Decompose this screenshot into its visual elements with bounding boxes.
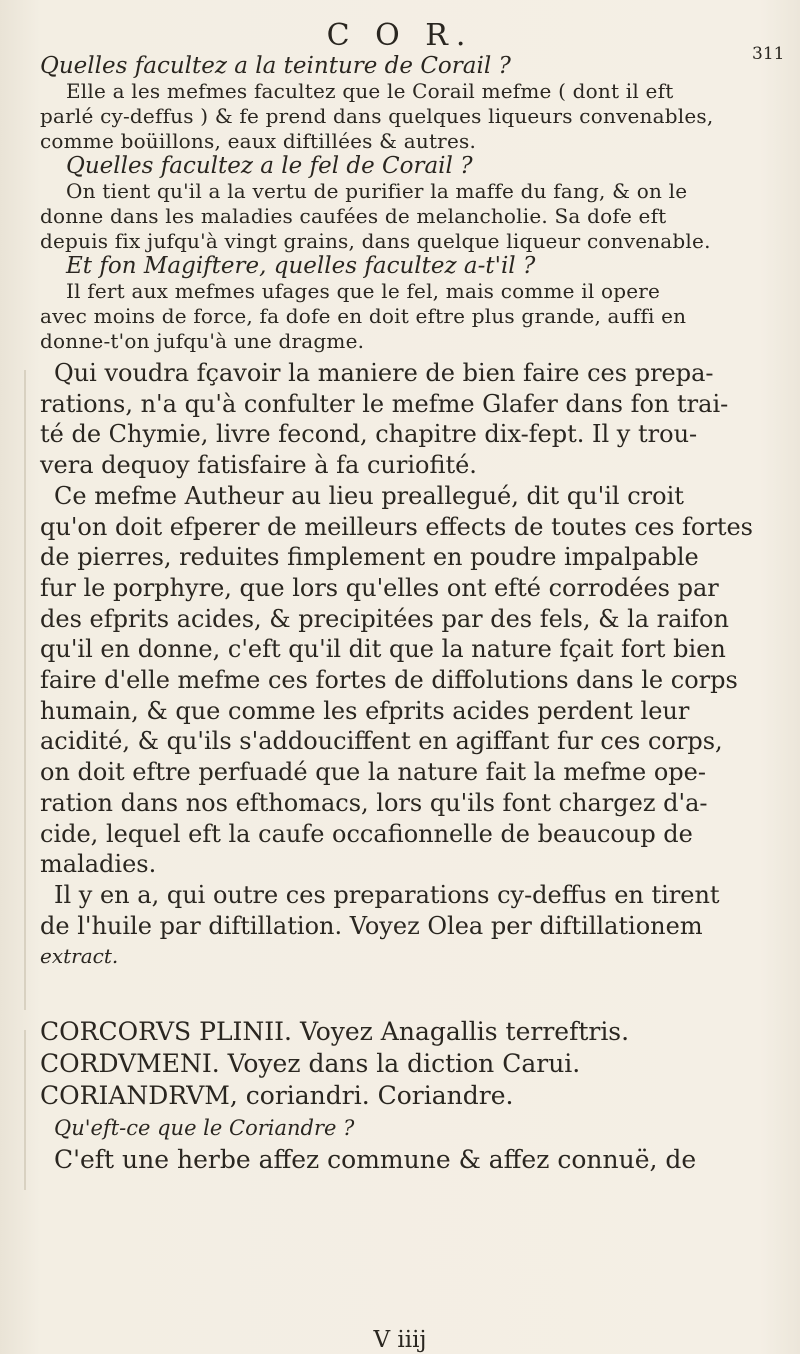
text-line: humain, & que comme les efprits acides perdent leur — [40, 696, 690, 725]
text-line: maladies. — [40, 850, 157, 879]
text-line: acidité, & qu'ils s'addouciffent en agiffant fur ces corps, — [40, 727, 723, 756]
running-head: C O R. — [326, 18, 474, 53]
text-line: Ce mefme Autheur au lieu preallegué, dit qu'il croit — [54, 481, 684, 510]
text-line: Qui voudra fçavoir la maniere de bien faire ces prepa- — [54, 359, 714, 387]
entry-corcorus: CORCORVS PLINII. Voyez Anagallis terreftris. — [40, 1017, 630, 1046]
question-heading: Quelles facultez a la teinture de Corail ? — [40, 53, 511, 79]
text-line: On tient qu'il a la vertu de purifier la maffe du fang, & on le — [66, 179, 688, 203]
text-line: extract. — [40, 944, 119, 969]
text-line: de l'huile par diftillation. Voyez Olea per diftillationem — [40, 911, 703, 940]
text-line: Il fert aux mefmes ufages que le fel, mais comme il opere — [66, 279, 661, 303]
text-line: donne-t'on jufqu'à une dragme. — [40, 329, 365, 353]
margin-shadow — [24, 1030, 26, 1190]
text-line: comme boüillons, eaux diftillées & autres. — [40, 129, 476, 153]
text-line: faire d'elle mefme ces fortes de diffolutions dans le corps — [40, 666, 738, 695]
section-dictionary-entries — [40, 1016, 768, 1176]
text-line: té de Chymie, livre fecond, chapitre dix-fept. Il y trou- — [40, 420, 698, 449]
question-heading: Et fon Magiftere, quelles facultez a-t'il ? — [66, 253, 536, 279]
text-line: Il y en a, qui outre ces preparations cy-deffus en tirent — [54, 880, 720, 909]
text-line: donne dans les maladies caufées de melancholie. Sa dofe eft — [40, 204, 667, 228]
text-line: rations, n'a qu'à confulter le mefme Glafer dans fon trai- — [40, 389, 729, 418]
text-line: de pierres, reduites fimplement en poudre impalpable — [40, 543, 699, 572]
text-line: on doit eftre perfuadé que la nature fait la mefme ope- — [40, 758, 706, 787]
text-line: des efprits acides, & precipitées par des fels, & la raifon — [40, 604, 729, 633]
text-line: C'eft une herbe affez commune & affez connuë, de — [54, 1145, 697, 1174]
entry-cordumeni: CORDVMENI. Voyez dans la diction Carui. — [40, 1049, 581, 1078]
entry-coriandrum: CORIANDRVM, coriandri. Coriandre. — [40, 1081, 514, 1110]
signature-mark: V iiij — [373, 1327, 427, 1353]
question-heading: Quelles facultez a le fel de Corail ? — [66, 153, 473, 179]
text-line: cide, lequel eft la caufe occafionnelle de beaucoup de — [40, 819, 693, 848]
text-line: vera dequoy fatisfaire à fa curiofité. — [40, 451, 477, 480]
page-number: 311 — [752, 44, 785, 64]
text-line: Elle a les mefmes facultez que le Corail mefme ( dont il eft — [66, 79, 674, 103]
text-line: ration dans nos efthomacs, lors qu'ils font chargez d'a- — [40, 788, 708, 817]
text-line: fur le porphyre, que lors qu'elles ont efté corrodées par — [40, 573, 719, 602]
section-coral-faculties — [40, 54, 768, 354]
text-line: avec moins de force, fa dofe en doit eftre plus grande, auffi en — [40, 304, 687, 328]
section-glaser-commentary — [40, 358, 768, 972]
text-line: qu'il en donne, c'eft qu'il dit que la nature fçait fort bien — [40, 635, 726, 664]
question-heading: Qu'eft-ce que le Coriandre ? — [54, 1116, 355, 1140]
text-line: qu'on doit efperer de meilleurs effects de toutes ces fortes — [40, 512, 753, 541]
margin-shadow — [24, 370, 26, 1010]
text-line: depuis fix jufqu'à vingt grains, dans quelque liqueur convenable. — [40, 229, 711, 253]
text-line: parlé cy-deffus ) & fe prend dans quelques liqueurs convenables, — [40, 104, 714, 128]
